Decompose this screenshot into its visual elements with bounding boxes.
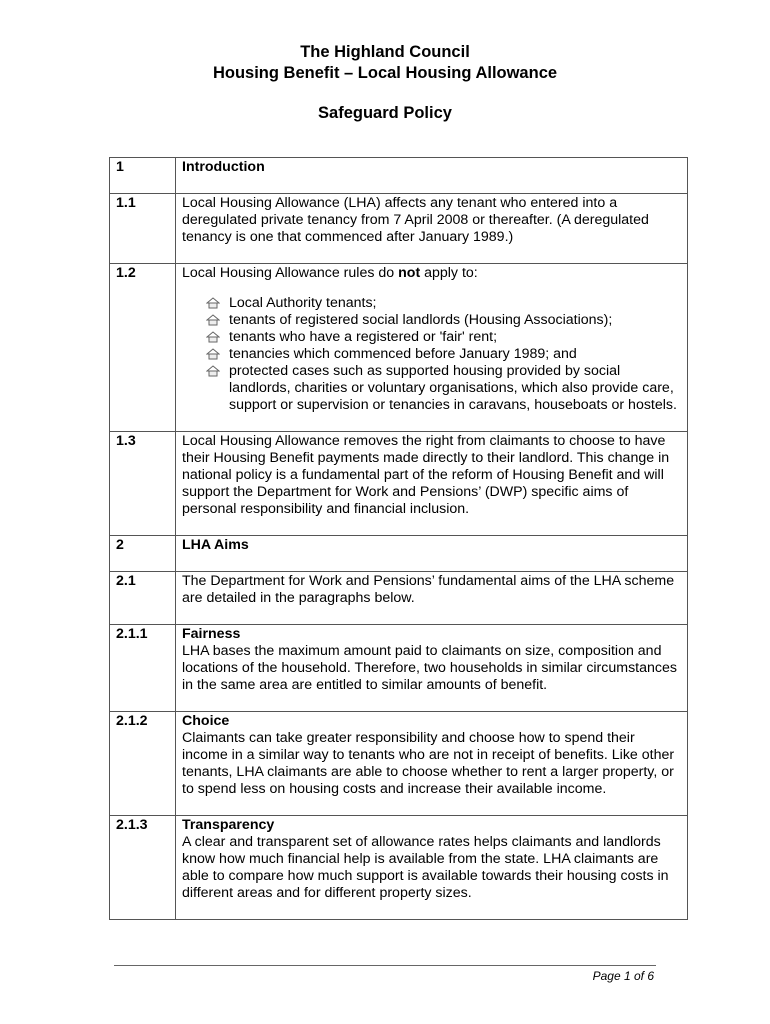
- paragraph-text: A clear and transparent set of allowance rates helps claimants and landlords know how much financial help is available from the state. LHA claimants are able to compare how much support is available towards their housing costs in different areas and for different property sizes.: [182, 834, 669, 901]
- section-heading: LHA Aims: [176, 536, 688, 572]
- paragraph-text: The Department for Work and Pensions’ fundamental aims of the LHA scheme are detailed in the paragraphs below.: [176, 572, 688, 625]
- paragraph-number: 2.1.1: [110, 625, 176, 712]
- house-bullet-icon: [206, 297, 220, 309]
- policy-table: [109, 157, 688, 920]
- table-row: [110, 432, 688, 536]
- house-bullet-icon: [206, 348, 220, 360]
- exclusion-list: [182, 295, 681, 414]
- section-number: 1: [110, 158, 176, 194]
- paragraph-number: 2.1: [110, 572, 176, 625]
- table-row: [110, 194, 688, 264]
- intro-emphasis: not: [398, 265, 421, 281]
- subsection-heading: Transparency: [182, 817, 275, 833]
- paragraph-number: 1.3: [110, 432, 176, 536]
- paragraph-text: Local Housing Allowance (LHA) affects any tenant who entered into a deregulated private tenancy from 7 April 2008 or thereafter. (A deregulated tenancy is one that commenced after January 1989.): [176, 194, 688, 264]
- list-item-text: tenants of registered social landlords (Housing Associations);: [229, 312, 613, 328]
- table-row: [110, 712, 688, 816]
- table-row: [110, 625, 688, 712]
- paragraph-cell: [176, 625, 688, 712]
- house-bullet-icon: [206, 365, 220, 377]
- table-row: [110, 264, 688, 432]
- paragraph-number: 1.2: [110, 264, 176, 432]
- house-bullet-icon: [206, 331, 220, 343]
- table-row: [110, 536, 688, 572]
- intro-text-end: apply to:: [420, 265, 478, 281]
- list-item-text: Local Authority tenants;: [229, 295, 377, 311]
- list-item-text: tenants who have a registered or 'fair' rent;: [229, 329, 498, 345]
- subsection-heading: Fairness: [182, 626, 241, 642]
- list-item: [202, 346, 681, 363]
- intro-text: Local Housing Allowance rules do: [182, 265, 399, 281]
- house-bullet-icon: [206, 314, 220, 326]
- table-row: [110, 158, 688, 194]
- list-item-text: protected cases such as supported housing provided by social landlords, charities or voluntary organisations, which also provide care, support or supervision or tenancies in caravans, houseboats or hostels.: [229, 363, 677, 413]
- paragraph-text: LHA bases the maximum amount paid to claimants on size, composition and locations of the household. Therefore, two households in similar circumstances in the same area are entitled to similar amounts of benefit.: [182, 643, 677, 693]
- table-row: [110, 816, 688, 920]
- table-row: [110, 572, 688, 625]
- paragraph-intro: [182, 265, 681, 282]
- paragraph-cell: [176, 712, 688, 816]
- subsection-heading: Choice: [182, 713, 230, 729]
- paragraph-text: Local Housing Allowance removes the right from claimants to choose to have their Housing Benefit payments made directly to their landlord. This change in national policy is a fundamental part of the reform of Housing Benefit and will support the Department for Work and Pensions’ (DWP) specific aims of personal responsibility and financial inclusion.: [176, 432, 688, 536]
- list-item: [202, 312, 681, 329]
- document-title: Housing Benefit – Local Housing Allowance: [212, 64, 558, 82]
- list-item: [202, 329, 681, 346]
- paragraph-cell: [176, 264, 688, 432]
- list-item-text: tenancies which commenced before January 1989; and: [229, 346, 577, 362]
- org-title: The Highland Council: [300, 43, 470, 61]
- page-number: Page 1 of 6: [592, 969, 654, 983]
- list-item: [202, 295, 681, 312]
- paragraph-number: 2.1.2: [110, 712, 176, 816]
- paragraph-cell: [176, 816, 688, 920]
- section-heading: Introduction: [176, 158, 688, 194]
- list-item: [202, 363, 681, 414]
- section-number: 2: [110, 536, 176, 572]
- paragraph-number: 1.1: [110, 194, 176, 264]
- paragraph-text: Claimants can take greater responsibility and choose how to spend their income in a similar way to tenants who are not in receipt of benefits. Like other tenants, LHA claimants are able to choose whether to rent a larger property, or to spend less on housing costs and increase their available income.: [182, 730, 675, 797]
- document-header: [0, 42, 770, 124]
- document-subtitle: Safeguard Policy: [318, 104, 452, 122]
- footer-divider: [114, 965, 656, 966]
- paragraph-number: 2.1.3: [110, 816, 176, 920]
